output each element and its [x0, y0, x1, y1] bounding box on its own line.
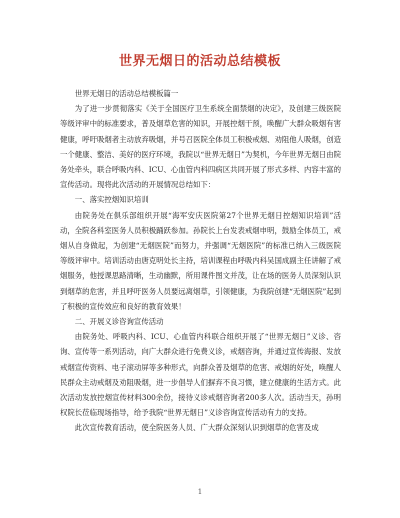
document-body: [60, 86, 341, 436]
paragraph-intro: 为了进一步贯彻落实《关于全国医疗卫生系统全面禁烟的决定》，及创建三级医院等级评审中的标准要求，普及烟草危害的知识，开展控烟干预，唤醒广大群众吸烟有害健康，呼吁吸烟者主动放弃吸烟，并号召医院全体员工积极戒烟、劝阻他人吸烟，创造一个健康、整洁、美好的医疗环境，我院以“世界无烟日”为契机，今年世界无烟日由院务处牵头，联合呼吸内科、ICU、心血管内科四病区共同开展了形式多样、内容丰富的宣传活动。现将此次活动的开展情况总结如下：: [60, 104, 342, 190]
paragraph-conclusion: 此次宣传教育活动，使全院医务人员、广大群众深刻认识到烟草的危害及成: [74, 423, 319, 433]
section-subtitle: 世界无烟日的活动总结模板篇一: [74, 89, 179, 98]
section-heading-training: 一、落实控烟知识培训: [74, 195, 149, 205]
section-heading-clinic: 二、开展义诊咨询宣传活动: [74, 317, 164, 327]
page-number: 1: [197, 488, 203, 496]
document-title: 世界无烟日的活动总结模板: [118, 54, 281, 69]
paragraph-clinic: 由院务处、呼吸内科、ICU、心血管内科联合组织开展了“世界无烟日”义诊、咨询、宣传等一系列活动，向广大群众进行免费义诊，戒烟咨询，并通过宣传海报、发放戒烟宣传资料、电子滚动屏等多种形式，向群众普及烟草的危害、戒烟的好处，唤醒人民群众主动戒烟及劝阻吸烟，进一步倡导人们摒弃不良习惯，建立健康的生活方式。此次活动发放控烟宣传材料300余份，接待义诊戒烟咨询者200多人次。活动当天，孙明权院长莅临现场指导，给予我院“世界无烟日”义诊咨询宣传活动有力的支持。: [60, 332, 341, 418]
paragraph-training: 由院务处在俱乐部组织开展“海军安庆医院第27个世界无烟日控烟知识培训”活动，全院各科室医务人员积极踊跃参加。孙院长上台发表戒烟申明，鼓励全体员工，戒烟从自身做起，为创建“无烟医院”而努力，并强调“无烟医院”的标准已纳入三级医院等级评审中。培训活动由唐克明处长主持，培训课程由呼吸内科吴国成副主任讲解了戒烟服务，他授课思路清晰，生动幽默，所用课件图文并茂，让在场的医务人员深刻认识到烟草的危害，并且呼吁医务人员要远离烟草，引领健康，为我院创建“无烟医院”起到了积极的宣传效应和良好的教育效果！: [60, 210, 342, 311]
